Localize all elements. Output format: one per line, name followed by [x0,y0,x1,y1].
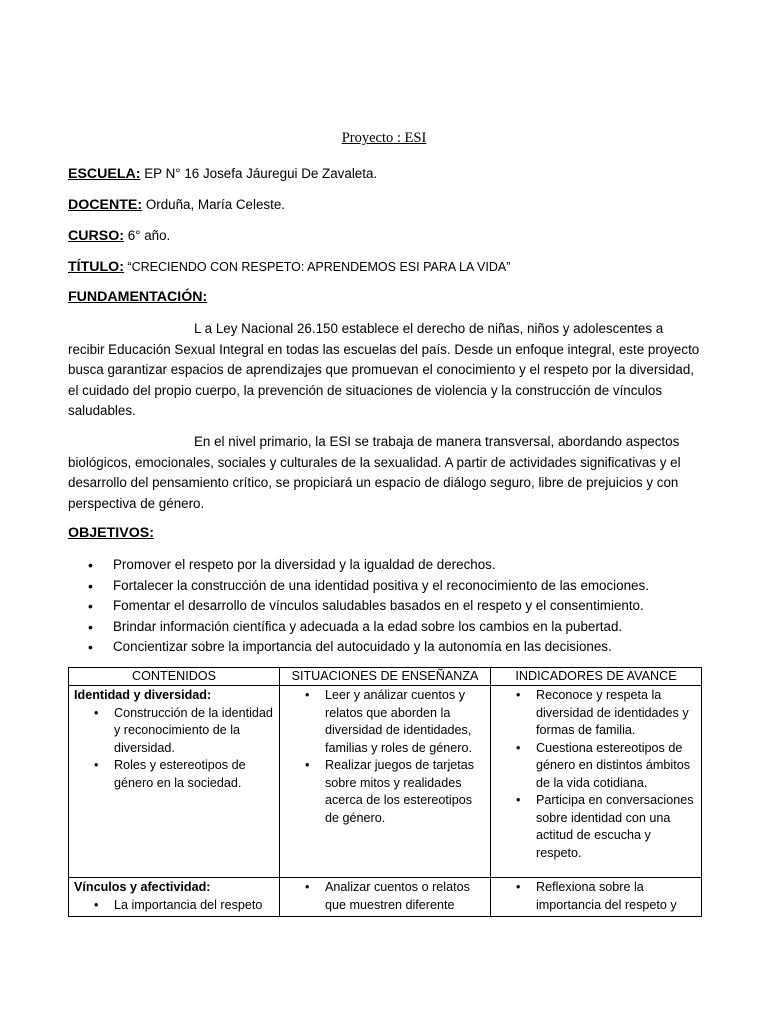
list-item: • Reconoce y respeta la diversidad de identidades y formas de familia. [496,687,696,740]
paragraph-text: L a Ley Nacional 26.150 establece el derecho de niñas, niños y adolescentes a recibir Educación Sexual Integral en todas las escuelas del país. Desde un enfoque integral, este proyecto busca garantizar espacios de aprendizajes que promuevan el conocimiento y el respeto por la diversidad, el cuidado del propio cuerpo, la prevención de situaciones de violencia y la construcción de vínculos saludables. [68,321,700,418]
list-item: • Roles y estereotipos de género en la sociedad. [74,757,274,792]
list-item: • Concientizar sobre la importancia del autocuidado y la autonomía en las decisiones. [68,637,708,658]
field-label: DOCENTE: [68,197,143,213]
cell-list [496,687,696,862]
cell-list [285,879,485,914]
cell-list [496,879,696,914]
row-heading: Vínculos y afectividad: [74,880,211,894]
field-label: CURSO: [68,228,124,244]
list-item: • Participa en conversaciones sobre identidad con una actitud de escucha y respeto. [496,792,696,862]
cell-indicadores [491,686,702,878]
field-titulo [68,259,510,275]
cell-contenidos [69,686,280,878]
field-docente [68,197,285,213]
field-label: ESCUELA: [68,166,141,182]
document-title: Proyecto : ESI [341,130,427,146]
cell-situaciones [280,878,491,917]
table-row [69,878,702,917]
list-item: • Realizar juegos de tarjetas sobre mitos y realidades acerca de los estereotipos de género. [285,757,485,827]
table-header-row [69,668,702,686]
table-row [69,686,702,878]
list-item: • Promover el respeto por la diversidad y la igualdad de derechos. [68,555,708,576]
header-contenidos: CONTENIDOS [69,668,280,686]
cell-contenidos [69,878,280,917]
list-item: • Fortalecer la construcción de una identidad positiva y el reconocimiento de las emociones. [68,576,708,597]
list-item: • Analizar cuentos o relatos que muestren diferente [285,879,485,914]
field-value: Orduña, María Celeste. [142,197,285,212]
list-item: • La importancia del respeto [74,897,274,915]
list-item: • Fomentar el desarrollo de vínculos saludables basados en el respeto y el consentimiento. [68,596,708,617]
list-item: • Construcción de la identidad y reconocimiento de la diversidad. [74,705,274,758]
planning-table [68,667,702,917]
field-value: EP N° 16 Josefa Jáuregui De Zavaleta. [140,166,378,181]
field-value: 6° año. [123,228,171,243]
list-item: • Cuestiona estereotipos de género en distintos ámbitos de la vida cotidiana. [496,740,696,793]
objetivos-list [68,555,708,658]
fundamentacion-paragraph-1 [68,319,700,422]
list-item: • Leer y análizar cuentos y relatos que aborden la diversidad de identidades, familias y roles de género. [285,687,485,757]
cell-list [74,897,274,915]
cell-list [74,705,274,793]
paragraph-text: En el nivel primario, la ESI se trabaja de manera transversal, abordando aspectos biológicos, emocionales, sociales y culturales de la sexualidad. A partir de actividades significativas y el desarrollo del pensamiento crítico, se propiciará un espacio de diálogo seguro, libre de prejuicios y con perspectiva de género. [68,434,681,511]
field-curso [68,228,170,244]
cell-situaciones [280,686,491,878]
header-situaciones: SITUACIONES DE ENSEÑANZA [280,668,491,686]
header-indicadores: INDICADORES DE AVANCE [491,668,702,686]
field-value: “CRECIENDO CON RESPETO: APRENDEMOS ESI PARA LA VIDA” [123,260,511,274]
list-item: • Reflexiona sobre la importancia del respeto y [496,879,696,914]
fundamentacion-heading: FUNDAMENTACIÓN: [68,289,208,305]
fundamentacion-paragraph-2 [68,432,700,514]
field-label: TÍTULO: [68,259,124,275]
field-escuela [68,166,377,182]
objetivos-heading: OBJETIVOS: [68,525,154,541]
cell-indicadores [491,878,702,917]
list-item: • Brindar información científica y adecuada a la edad sobre los cambios en la pubertad. [68,617,708,638]
row-heading: Identidad y diversidad: [74,688,212,702]
cell-list [285,687,485,827]
